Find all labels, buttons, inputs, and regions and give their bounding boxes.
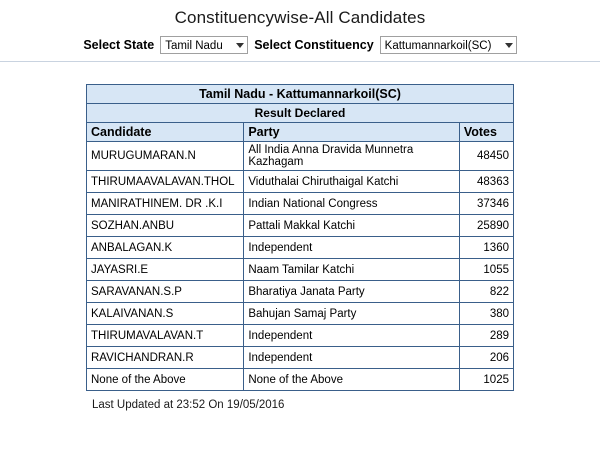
cell-party: All India Anna Dravida Munnetra Kazhagam [244,142,459,171]
cell-candidate: SARAVANAN.S.P [87,281,244,303]
table-row [87,303,514,325]
cell-votes: 289 [459,325,513,347]
table-row [87,281,514,303]
cell-candidate: KALAIVANAN.S [87,303,244,325]
table-row [87,347,514,369]
table-row [87,237,514,259]
select-constituency-value: Kattumannarkoil(SC) [384,40,492,52]
cell-candidate: THIRUMAAVALAVAN.THOL [87,171,244,193]
table-row [87,142,514,171]
cell-votes: 380 [459,303,513,325]
cell-votes: 25890 [459,215,513,237]
cell-candidate: THIRUMAVALAVAN.T [87,325,244,347]
table-header-row [87,123,514,142]
cell-votes: 37346 [459,193,513,215]
chevron-down-icon [505,43,513,48]
cell-candidate: ANBALAGAN.K [87,237,244,259]
cell-votes: 822 [459,281,513,303]
table-caption-row [87,85,514,104]
cell-party: Bahujan Samaj Party [244,303,459,325]
cell-party: None of the Above [244,369,459,391]
cell-candidate: SOZHAN.ANBU [87,215,244,237]
cell-candidate: RAVICHANDRAN.R [87,347,244,369]
results-table [86,84,514,391]
table-row [87,259,514,281]
column-header-votes: Votes [459,123,513,142]
select-state-label: Select State [83,38,155,52]
table-row [87,171,514,193]
column-header-party: Party [244,123,459,142]
table-row [87,325,514,347]
cell-votes: 48363 [459,171,513,193]
results-table-body [87,85,514,391]
cell-party: Naam Tamilar Katchi [244,259,459,281]
selector-bar [0,28,600,62]
select-state-value: Tamil Nadu [165,40,223,52]
status-badge: Result Declared [87,104,514,123]
table-status-row [87,104,514,123]
page-title: Constituencywise-All Candidates [174,8,426,27]
cell-votes: 48450 [459,142,513,171]
cell-party: Indian National Congress [244,193,459,215]
select-constituency-label: Select Constituency [254,38,374,52]
results-container [0,62,600,391]
cell-candidate: None of the Above [87,369,244,391]
cell-votes: 1025 [459,369,513,391]
cell-party: Independent [244,347,459,369]
cell-votes: 1055 [459,259,513,281]
column-header-candidate: Candidate [87,123,244,142]
select-constituency-dropdown[interactable] [380,36,517,54]
cell-party: Independent [244,237,459,259]
cell-candidate: MURUGUMARAN.N [87,142,244,171]
table-row [87,215,514,237]
select-state-dropdown[interactable] [160,36,248,54]
cell-party: Bharatiya Janata Party [244,281,459,303]
table-caption: Tamil Nadu - Kattumannarkoil(SC) [87,85,514,104]
cell-votes: 1360 [459,237,513,259]
cell-party: Pattali Makkal Katchi [244,215,459,237]
last-updated-text: Last Updated at 23:52 On 19/05/2016 [92,399,285,411]
cell-party: Independent [244,325,459,347]
cell-candidate: MANIRATHINEM. DR .K.I [87,193,244,215]
table-row [87,369,514,391]
table-row [87,193,514,215]
cell-votes: 206 [459,347,513,369]
cell-party: Viduthalai Chiruthaigal Katchi [244,171,459,193]
chevron-down-icon [236,43,244,48]
cell-candidate: JAYASRI.E [87,259,244,281]
